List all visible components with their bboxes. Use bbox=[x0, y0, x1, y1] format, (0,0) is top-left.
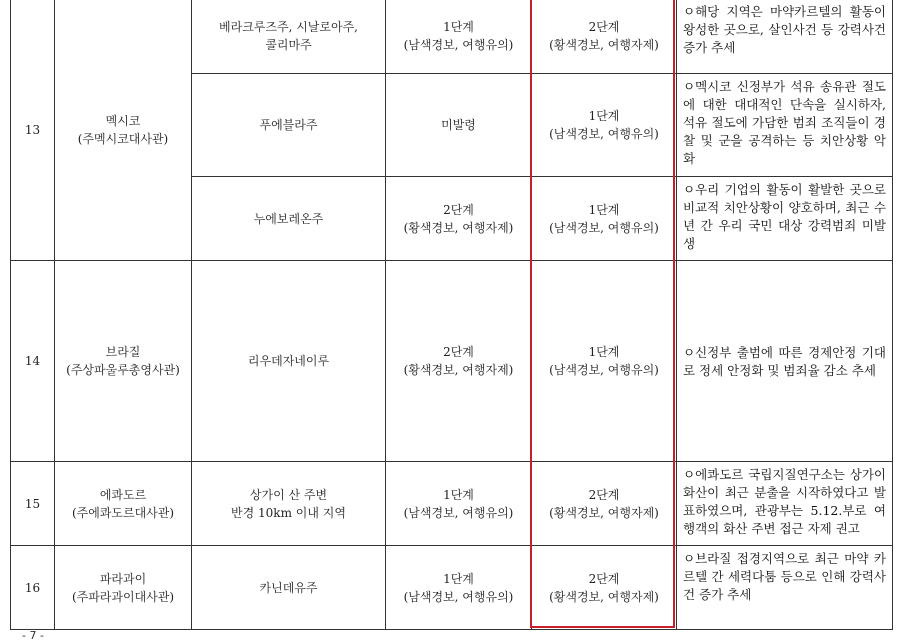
prev-level: 1단계 bbox=[443, 487, 474, 502]
country-cell bbox=[55, 0, 192, 261]
region-name: 상가이 산 주변 bbox=[249, 487, 328, 502]
region-name: 푸에블라주 bbox=[259, 118, 318, 132]
row-number: 14 bbox=[11, 261, 55, 462]
new-level-cell bbox=[532, 462, 677, 546]
prev-level-cell bbox=[386, 177, 532, 261]
prev-level-desc: (황색경보, 여행자제) bbox=[403, 220, 514, 235]
travel-advisory-table bbox=[10, 0, 893, 630]
country-cell bbox=[55, 546, 192, 630]
reason-note: ㅇ우리 기업의 활동이 활발한 곳으로 비교적 치안상황이 양호하며, 최근 수년 간 우리 국민 대상 강력범죄 미발생 bbox=[677, 177, 893, 261]
mission-name: (주에콰도르대사관) bbox=[71, 505, 175, 520]
country-cell bbox=[55, 462, 192, 546]
prev-level: 2단계 bbox=[443, 345, 474, 359]
table-row bbox=[11, 546, 893, 630]
page-number: - 7 - bbox=[22, 629, 44, 642]
mission-name: (주파라과이대사관) bbox=[71, 589, 175, 604]
row-number: 13 bbox=[11, 0, 55, 261]
region-name: 누에보레온주 bbox=[253, 211, 324, 226]
prev-level-desc: (남색경보, 여행유의) bbox=[403, 589, 514, 604]
region-name: 베라크루즈주, 시날로아주, bbox=[219, 20, 358, 34]
new-level-desc: (황색경보, 여행자제) bbox=[549, 505, 659, 520]
row-number: 15 bbox=[11, 462, 55, 546]
country-name: 파라과이 bbox=[99, 571, 147, 586]
reason-note: ㅇ멕시코 신정부가 석유 송유관 절도에 대한 대대적인 단속을 실시하자, 석유 절도에 가담한 범죄 조직들이 경찰 및 군을 공격하는 등 치안상황 악화 bbox=[677, 74, 893, 177]
country-name: 에콰도르 bbox=[99, 487, 147, 502]
prev-level-cell bbox=[386, 261, 532, 462]
region-cell bbox=[192, 462, 386, 546]
new-level-desc: (남색경보, 여행유의) bbox=[549, 220, 659, 235]
country-name: 멕시코 bbox=[105, 113, 141, 128]
new-level-desc: (남색경보, 여행유의) bbox=[549, 127, 659, 141]
table-row bbox=[11, 462, 893, 546]
prev-level: 2단계 bbox=[443, 202, 474, 217]
region-name: 리우데자네이루 bbox=[247, 354, 330, 368]
prev-level-cell bbox=[386, 0, 532, 74]
region-cell bbox=[192, 74, 386, 177]
region-cell bbox=[192, 177, 386, 261]
prev-level: 1단계 bbox=[443, 20, 474, 34]
region-name: 카닌데유주 bbox=[259, 580, 318, 595]
prev-level-cell bbox=[386, 462, 532, 546]
prev-level-desc: (남색경보, 여행유의) bbox=[403, 505, 514, 520]
prev-level-cell bbox=[386, 546, 532, 630]
table-row bbox=[11, 0, 893, 74]
new-level: 2단계 bbox=[588, 20, 620, 34]
new-level-cell bbox=[532, 546, 677, 630]
new-level: 1단계 bbox=[588, 109, 620, 123]
reason-note: ㅇ해당 지역은 마약카르텔의 활동이 왕성한 곳으로, 살인사건 등 강력사건 증가 추세 bbox=[677, 0, 893, 74]
new-level: 2단계 bbox=[588, 571, 620, 586]
region-cell bbox=[192, 546, 386, 630]
new-level: 1단계 bbox=[588, 202, 620, 217]
reason-note: ㅇ신정부 출범에 따른 경제안정 기대로 정세 안정화 및 범죄율 감소 추세 bbox=[677, 261, 893, 462]
reason-note: ㅇ브라질 접경지역으로 최근 마약 카르텔 간 세력다툼 등으로 인해 강력사건 증가 추세 bbox=[677, 546, 893, 630]
new-level-cell bbox=[532, 261, 677, 462]
new-level: 1단계 bbox=[588, 345, 620, 359]
country-cell bbox=[55, 261, 192, 462]
region-cell bbox=[192, 261, 386, 462]
mission-name: (주상파울루총영사관) bbox=[66, 363, 180, 377]
row-number: 16 bbox=[11, 546, 55, 630]
region-name: 콜리마주 bbox=[265, 38, 312, 52]
country-name: 브라질 bbox=[105, 345, 141, 359]
prev-level: 미발령 bbox=[441, 118, 476, 132]
prev-level-desc: (황색경보, 여행자제) bbox=[403, 363, 514, 377]
new-level-cell bbox=[532, 0, 677, 74]
region-name: 반경 10km 이내 지역 bbox=[231, 505, 346, 520]
prev-level-desc: (남색경보, 여행유의) bbox=[403, 38, 514, 52]
prev-level: 1단계 bbox=[443, 571, 474, 586]
region-cell bbox=[192, 0, 386, 74]
new-level-desc: (남색경보, 여행유의) bbox=[549, 363, 659, 377]
new-level-cell bbox=[532, 74, 677, 177]
new-level-desc: (황색경보, 여행자제) bbox=[549, 589, 659, 604]
prev-level-cell bbox=[386, 74, 532, 177]
reason-note: ㅇ에콰도르 국립지질연구소는 상가이 화산이 최근 분출을 시작하였다고 발표하였으며, 관광부는 5.12.부로 여행객의 화산 주변 접근 자제 권고 bbox=[677, 462, 893, 546]
table-row bbox=[11, 261, 893, 462]
new-level-desc: (황색경보, 여행자제) bbox=[549, 38, 659, 52]
new-level-cell bbox=[532, 177, 677, 261]
mission-name: (주멕시코대사관) bbox=[77, 131, 169, 146]
new-level: 2단계 bbox=[588, 487, 620, 502]
